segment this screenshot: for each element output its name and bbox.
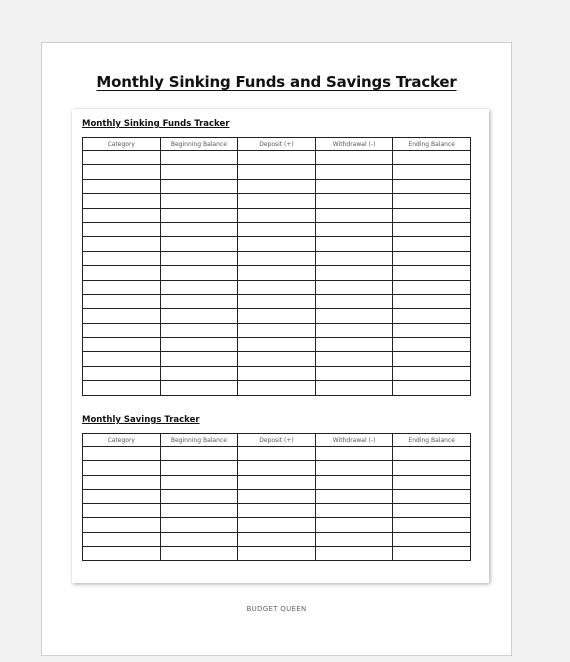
table-cell[interactable]	[393, 165, 471, 179]
table-cell[interactable]	[238, 352, 316, 366]
page-title: Monthly Sinking Funds and Savings Tracker	[96, 73, 457, 91]
table-cell[interactable]	[83, 447, 161, 461]
table-row	[83, 294, 471, 308]
table-cell[interactable]	[393, 251, 471, 265]
table-cell[interactable]	[315, 504, 393, 518]
table-cell[interactable]	[238, 547, 316, 561]
table-cell[interactable]	[393, 352, 471, 366]
table-cell[interactable]	[393, 222, 471, 236]
table-row	[83, 475, 471, 489]
table-cell[interactable]	[160, 294, 238, 308]
table-row	[83, 194, 471, 208]
table-cell[interactable]	[83, 309, 161, 323]
table-cell[interactable]	[160, 208, 238, 222]
table-cell[interactable]	[160, 266, 238, 280]
table-cell[interactable]	[83, 504, 161, 518]
table-cell[interactable]	[238, 151, 316, 165]
table-cell[interactable]	[238, 208, 316, 222]
table-row	[83, 222, 471, 236]
table-cell[interactable]	[83, 222, 161, 236]
table-cell[interactable]	[83, 338, 161, 352]
table-cell[interactable]	[160, 165, 238, 179]
table-cell[interactable]	[393, 475, 471, 489]
table-cell[interactable]	[393, 280, 471, 294]
table-cell[interactable]	[315, 489, 393, 503]
table-cell[interactable]	[83, 266, 161, 280]
table-cell[interactable]	[238, 447, 316, 461]
table-cell[interactable]	[238, 475, 316, 489]
table-cell[interactable]	[83, 475, 161, 489]
table-row	[83, 381, 471, 395]
worksheet-page	[41, 42, 512, 656]
table-cell[interactable]	[160, 366, 238, 380]
table-cell[interactable]	[160, 338, 238, 352]
table-row	[83, 338, 471, 352]
table-cell[interactable]	[315, 309, 393, 323]
table-cell[interactable]	[393, 151, 471, 165]
table-row	[83, 280, 471, 294]
column-header-withdrawal: Withdrawal (-)	[315, 138, 393, 151]
table-cell[interactable]	[160, 352, 238, 366]
table-cell[interactable]	[315, 447, 393, 461]
table-cell[interactable]	[83, 461, 161, 475]
table-cell[interactable]	[238, 165, 316, 179]
table-cell[interactable]	[393, 338, 471, 352]
table-cell[interactable]	[238, 179, 316, 193]
table-cell[interactable]	[160, 237, 238, 251]
table-row	[83, 547, 471, 561]
table-row	[83, 251, 471, 265]
table-row	[83, 237, 471, 251]
table-cell[interactable]	[393, 179, 471, 193]
table-cell[interactable]	[393, 547, 471, 561]
table-cell[interactable]	[238, 280, 316, 294]
table-cell[interactable]	[315, 194, 393, 208]
table-cell[interactable]	[160, 323, 238, 337]
table-row	[83, 518, 471, 532]
table-cell[interactable]	[238, 194, 316, 208]
table-cell[interactable]	[315, 323, 393, 337]
table-cell[interactable]	[315, 532, 393, 546]
table-cell[interactable]	[83, 352, 161, 366]
column-header-deposit: Deposit (+)	[238, 434, 316, 447]
sinking-tracker-body	[83, 151, 471, 396]
table-cell[interactable]	[160, 504, 238, 518]
brand-footer: BUDGET QUEEN	[246, 605, 307, 613]
column-header-category: Category	[83, 138, 161, 151]
table-cell[interactable]	[393, 532, 471, 546]
table-cell[interactable]	[160, 381, 238, 395]
table-cell[interactable]	[83, 547, 161, 561]
table-cell[interactable]	[393, 294, 471, 308]
table-cell[interactable]	[238, 489, 316, 503]
table-header-row	[83, 434, 471, 447]
table-cell[interactable]	[315, 518, 393, 532]
savings-tracker-table	[82, 433, 471, 561]
table-row	[83, 151, 471, 165]
column-header-category: Category	[83, 434, 161, 447]
table-cell[interactable]	[160, 280, 238, 294]
table-cell[interactable]	[238, 294, 316, 308]
table-cell[interactable]	[83, 194, 161, 208]
table-cell[interactable]	[83, 366, 161, 380]
table-cell[interactable]	[83, 251, 161, 265]
table-row	[83, 352, 471, 366]
table-cell[interactable]	[238, 237, 316, 251]
table-cell[interactable]	[160, 518, 238, 532]
table-cell[interactable]	[315, 208, 393, 222]
table-cell[interactable]	[83, 518, 161, 532]
table-row	[83, 165, 471, 179]
table-cell[interactable]	[393, 266, 471, 280]
table-cell[interactable]	[83, 381, 161, 395]
column-header-beginning-balance: Beginning Balance	[160, 138, 238, 151]
table-cell[interactable]	[238, 222, 316, 236]
table-cell[interactable]	[315, 366, 393, 380]
column-header-ending-balance: Ending Balance	[393, 138, 471, 151]
column-header-deposit: Deposit (+)	[238, 138, 316, 151]
table-row	[83, 366, 471, 380]
table-cell[interactable]	[160, 547, 238, 561]
table-cell[interactable]	[393, 208, 471, 222]
table-cell[interactable]	[160, 447, 238, 461]
table-cell[interactable]	[238, 266, 316, 280]
table-row	[83, 532, 471, 546]
table-row	[83, 504, 471, 518]
table-cell[interactable]	[315, 280, 393, 294]
table-cell[interactable]	[393, 366, 471, 380]
table-cell[interactable]	[315, 179, 393, 193]
table-cell[interactable]	[160, 475, 238, 489]
table-cell[interactable]	[315, 151, 393, 165]
table-cell[interactable]	[83, 280, 161, 294]
table-cell[interactable]	[238, 338, 316, 352]
table-header-row	[83, 138, 471, 151]
table-cell[interactable]	[315, 237, 393, 251]
table-cell[interactable]	[83, 165, 161, 179]
table-cell[interactable]	[393, 194, 471, 208]
table-cell[interactable]	[315, 461, 393, 475]
table-cell[interactable]	[160, 151, 238, 165]
table-cell[interactable]	[83, 237, 161, 251]
table-cell[interactable]	[160, 489, 238, 503]
table-cell[interactable]	[238, 532, 316, 546]
table-cell[interactable]	[393, 461, 471, 475]
table-cell[interactable]	[393, 504, 471, 518]
table-cell[interactable]	[315, 352, 393, 366]
table-cell[interactable]	[393, 381, 471, 395]
table-cell[interactable]	[83, 294, 161, 308]
sinking-tracker-table	[82, 137, 471, 396]
table-cell[interactable]	[83, 489, 161, 503]
table-cell[interactable]	[238, 251, 316, 265]
table-cell[interactable]	[238, 366, 316, 380]
table-cell[interactable]	[83, 532, 161, 546]
table-row	[83, 179, 471, 193]
table-cell[interactable]	[393, 518, 471, 532]
table-cell[interactable]	[238, 518, 316, 532]
table-cell[interactable]	[393, 309, 471, 323]
table-cell[interactable]	[315, 381, 393, 395]
table-cell[interactable]	[315, 338, 393, 352]
table-cell[interactable]	[238, 381, 316, 395]
table-cell[interactable]	[160, 532, 238, 546]
table-row	[83, 447, 471, 461]
table-cell[interactable]	[315, 222, 393, 236]
column-header-beginning-balance: Beginning Balance	[160, 434, 238, 447]
table-cell[interactable]	[315, 475, 393, 489]
table-cell[interactable]	[315, 251, 393, 265]
table-row	[83, 323, 471, 337]
table-cell[interactable]	[83, 208, 161, 222]
table-cell[interactable]	[83, 323, 161, 337]
table-cell[interactable]	[315, 294, 393, 308]
table-cell[interactable]	[83, 151, 161, 165]
savings-tracker-body	[83, 447, 471, 561]
table-cell[interactable]	[238, 461, 316, 475]
table-cell[interactable]	[315, 547, 393, 561]
table-cell[interactable]	[238, 504, 316, 518]
table-cell[interactable]	[393, 447, 471, 461]
table-cell[interactable]	[238, 323, 316, 337]
table-row	[83, 309, 471, 323]
table-cell[interactable]	[393, 237, 471, 251]
table-cell[interactable]	[238, 309, 316, 323]
column-header-withdrawal: Withdrawal (-)	[315, 434, 393, 447]
table-cell[interactable]	[160, 222, 238, 236]
table-cell[interactable]	[393, 323, 471, 337]
table-cell[interactable]	[315, 165, 393, 179]
table-cell[interactable]	[160, 251, 238, 265]
table-cell[interactable]	[160, 179, 238, 193]
table-cell[interactable]	[315, 266, 393, 280]
table-row	[83, 208, 471, 222]
table-row	[83, 489, 471, 503]
table-cell[interactable]	[393, 489, 471, 503]
column-header-ending-balance: Ending Balance	[393, 434, 471, 447]
table-row	[83, 461, 471, 475]
table-cell[interactable]	[160, 194, 238, 208]
table-row	[83, 266, 471, 280]
worksheet-card	[72, 109, 489, 583]
table-cell[interactable]	[160, 309, 238, 323]
savings-tracker-title: Monthly Savings Tracker	[82, 415, 200, 425]
sinking-tracker-title: Monthly Sinking Funds Tracker	[82, 119, 230, 129]
table-cell[interactable]	[160, 461, 238, 475]
table-cell[interactable]	[83, 179, 161, 193]
